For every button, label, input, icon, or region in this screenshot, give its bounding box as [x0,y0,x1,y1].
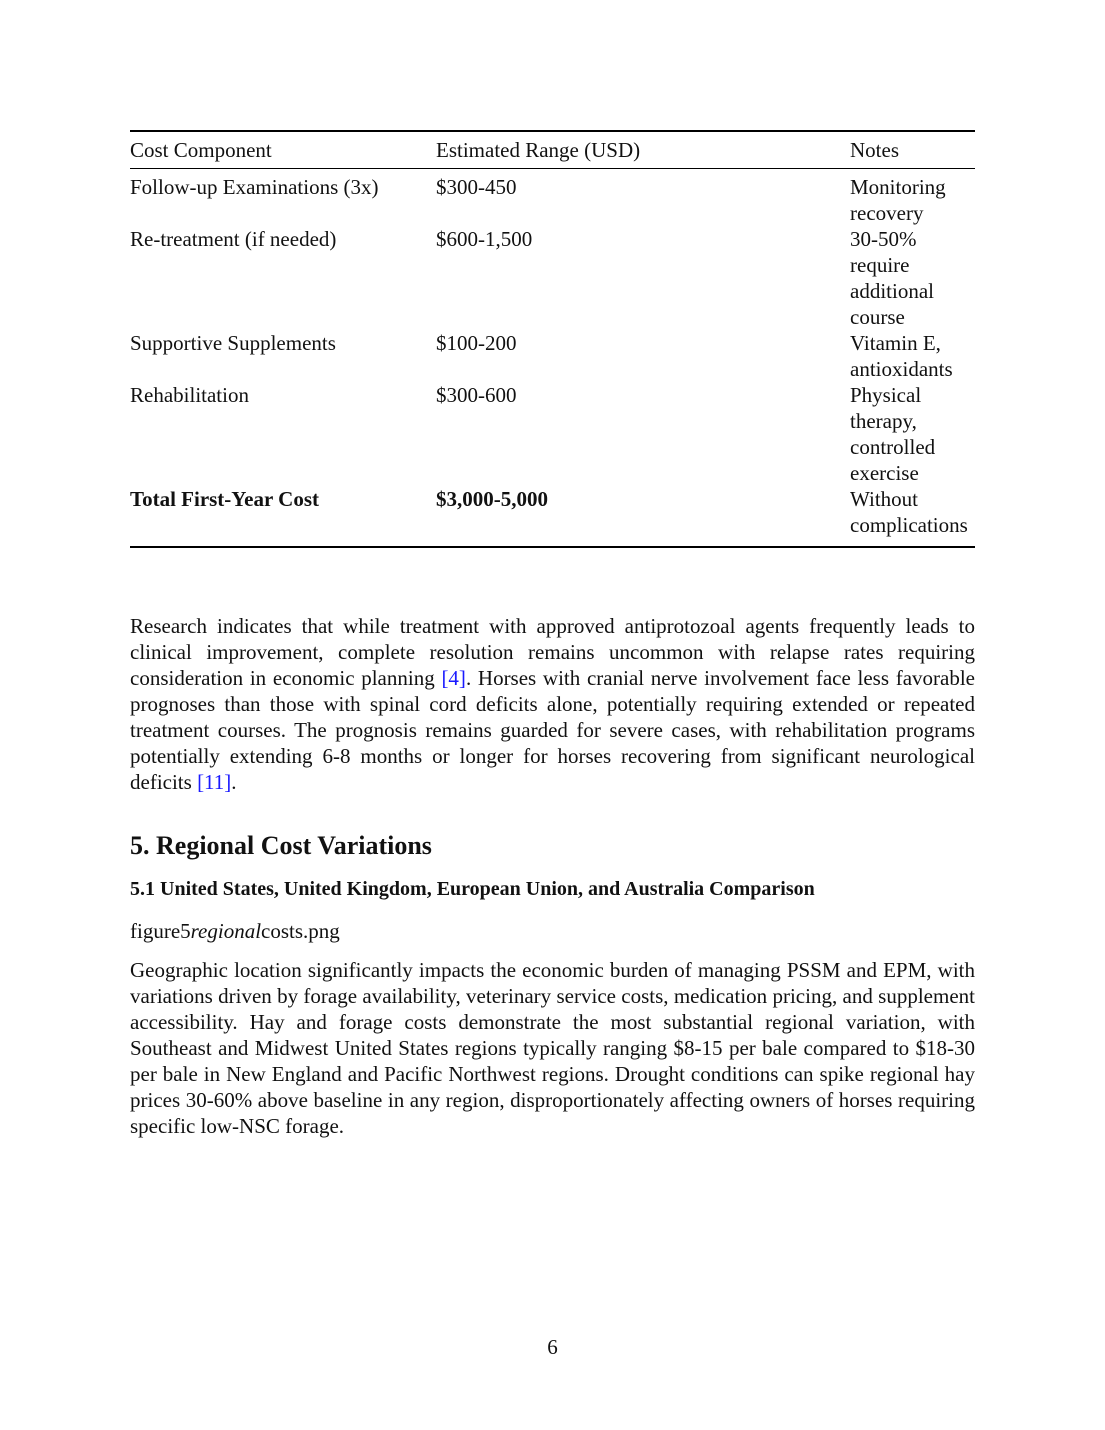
table-header-notes: Notes [850,131,975,169]
section-heading: 5. Regional Cost Variations [130,831,432,860]
paragraph-prognosis [130,613,975,795]
cost-table [130,130,975,548]
cell-notes: Vitamin E, antioxidants [850,331,953,381]
table-row-total [130,486,975,547]
cell-range-total: $3,000-5,000 [436,486,850,547]
cell-range: $100-200 [436,331,517,355]
cell-range: $300-600 [436,383,517,407]
table-header-row [130,131,975,169]
paragraph-regional [130,957,975,1139]
paragraph-text: . Horses with cranial nerve involvement face less favorable prognoses than those with spinal cord deficits alone, potentially requiring extended or repeated treatment courses. The prognosis remains guarded for severe cases, with rehabilitation programs potentially extending 6-8 months or longer for horses recovering from significant neurological deficits [130,666,976,794]
citation-link-11[interactable]: [11] [197,770,232,794]
page-number: 6 [547,1335,558,1359]
citation-link-4[interactable]: [4] [441,666,466,690]
table-row [130,330,975,382]
cell-notes-total: Without complications [850,486,975,547]
cell-component: Re-treatment (if needed) [130,227,337,251]
cell-range: $300-450 [436,175,517,199]
figure-name-italic: regional [190,919,262,943]
figure-name-suffix: costs.png [261,919,340,943]
cell-component-total: Total First-Year Cost [130,486,436,547]
table-header-cost-component: Cost Component [130,131,436,169]
paragraph-text: . [231,770,237,794]
subsection-heading: 5.1 United States, United Kingdom, European Union, and Australia Comparison [130,878,815,900]
table-row [130,382,975,486]
table-header-estimated-range: Estimated Range (USD) [436,131,850,169]
cell-notes: Monitoring recovery [850,175,946,225]
cell-component: Supportive Supplements [130,331,336,355]
cell-range: $600-1,500 [436,227,533,251]
paragraph-text: Research indicates that while treatment with approved antiprotozoal agents frequently leads to clinical improvement, complete resolution remains uncommon with relapse rates requiring consideration in economic planning [130,614,975,690]
table-row [130,169,975,227]
cell-notes: 30-50% require additional course [850,227,934,329]
figure-name-prefix: figure5 [130,919,191,943]
cell-component: Rehabilitation [130,383,249,407]
figure-placeholder [130,918,340,944]
cell-notes: Physical therapy, controlled exercise [850,383,936,485]
table-row [130,226,975,330]
paragraph-text: Geographic location significantly impacts the economic burden of managing PSSM and EPM, with variations driven by forage availability, veterinary service costs, medication pricing, and supplement accessibility. Hay and forage costs demonstrate the most substantial regional variation, with Southeast and Midwest United States regions typically ranging $8-15 per bale compared to $18-30 per bale in New England and Pacific Northwest regions. Drought conditions can spike regional hay prices 30-60% above baseline in any region, disproportionately affecting owners of horses requiring specific low-NSC forage. [130,958,975,1138]
cell-component: Follow-up Examinations (3x) [130,175,379,199]
